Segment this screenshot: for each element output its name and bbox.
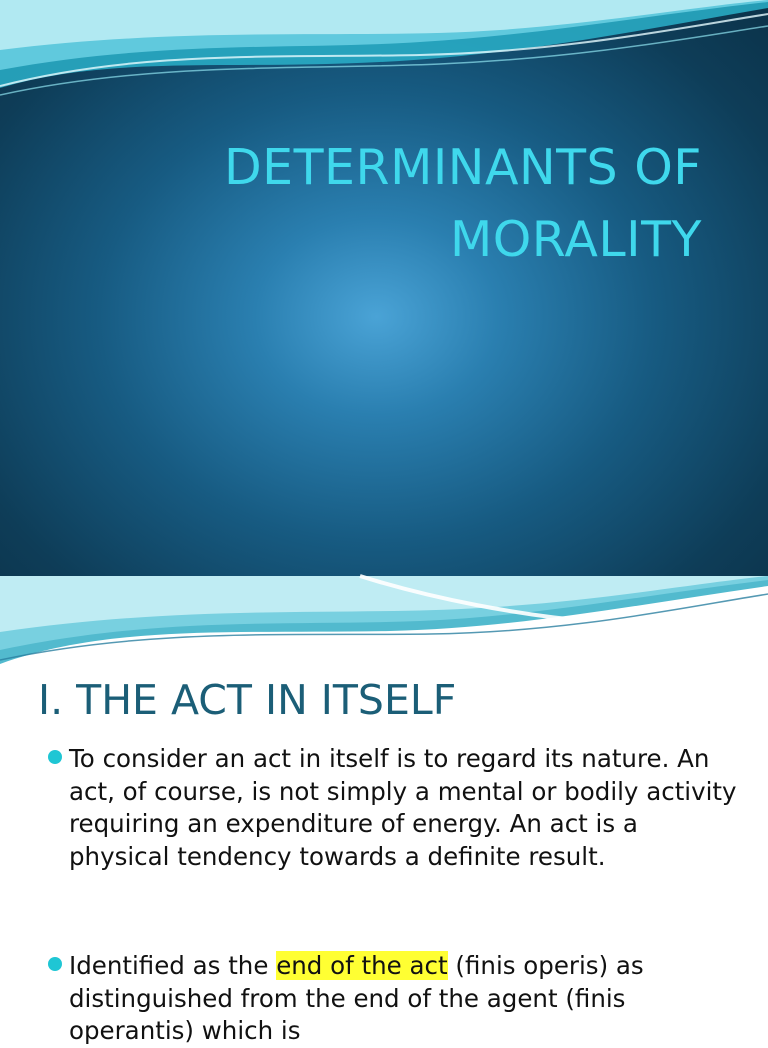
bullet-text-before: Identified as the (69, 951, 277, 980)
bullet-item-1 (48, 743, 738, 873)
bullet-dot-icon (48, 957, 62, 971)
bullet-text-after: (finis operis) as distinguished from the end of the agent (finis operantis) which is (69, 951, 644, 1045)
slide-title (102, 132, 702, 276)
slide-heading: I. THE ACT IN ITSELF (38, 676, 457, 724)
title-line-2: MORALITY (449, 211, 702, 268)
bullet-text: To consider an act in itself is to regard its nature. An act, of course, is not simply a mental or bodily activity requiring an expenditure of energy. An act is a physical tendency towards a definite result. (69, 744, 737, 871)
bullet-text (69, 950, 738, 1048)
title-line-1: DETERMINANTS OF (223, 139, 702, 196)
decorative-waves-top (0, 576, 768, 676)
highlighted-phrase: end of the act (276, 951, 448, 980)
content-slide (0, 576, 768, 1045)
bullet-dot-icon (48, 750, 62, 764)
bullet-item-2 (48, 950, 738, 1048)
decorative-waves-top (0, 0, 768, 110)
